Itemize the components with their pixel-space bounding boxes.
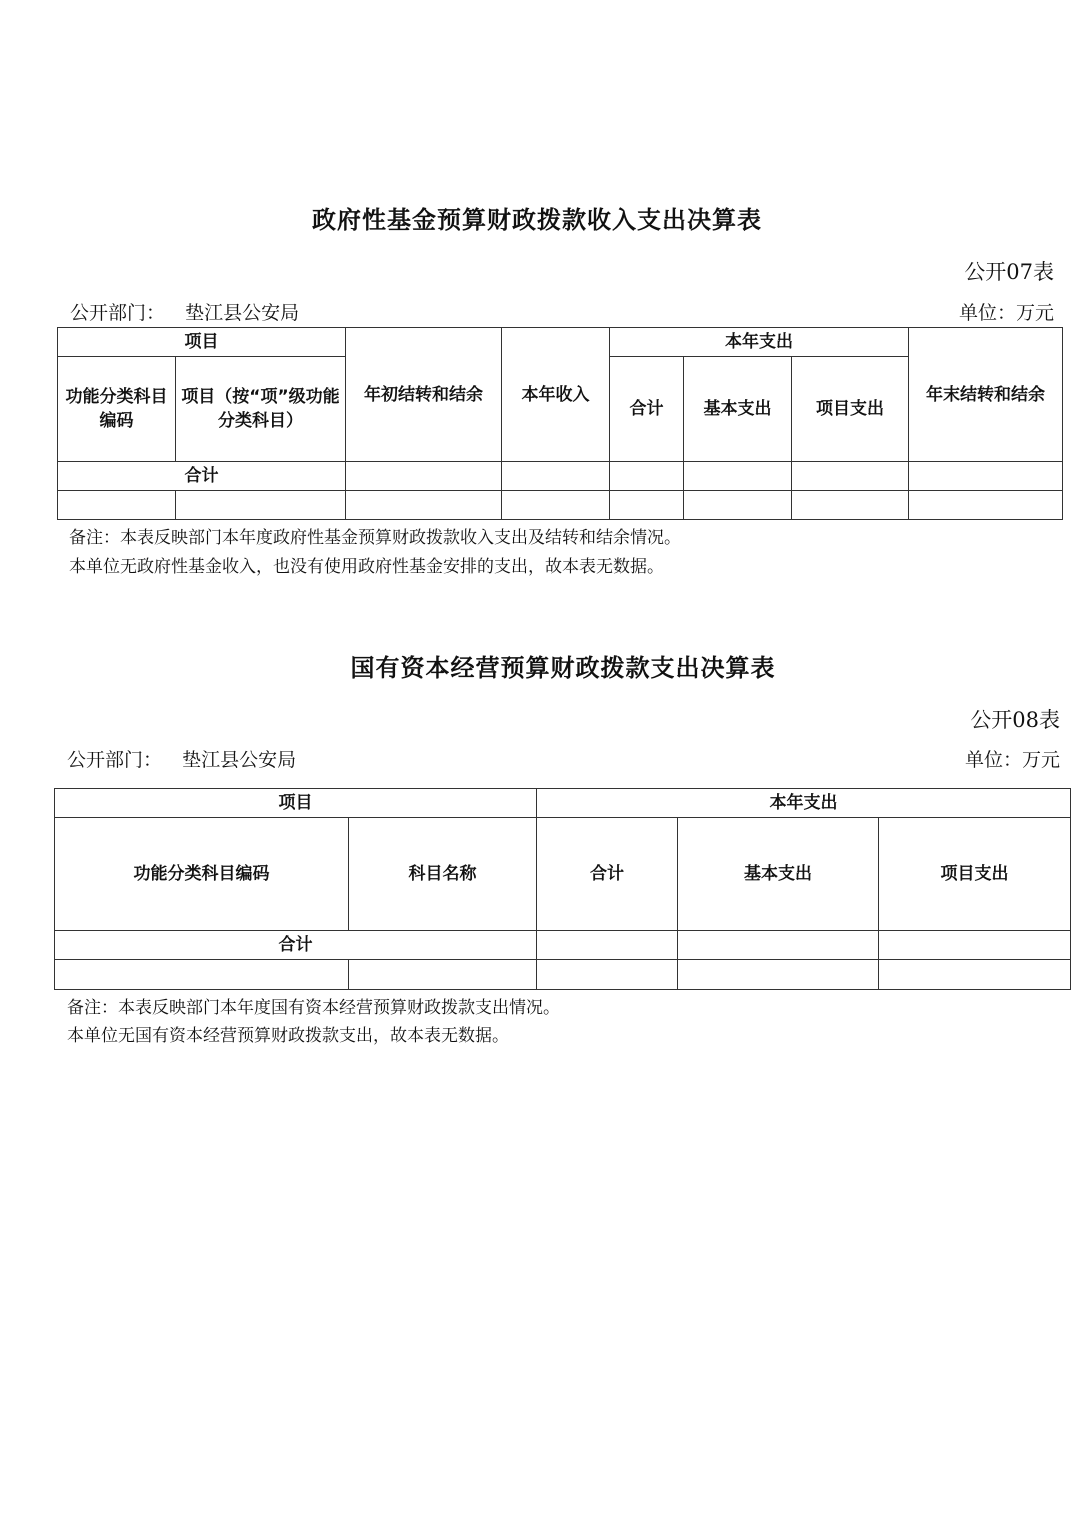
header-item-group: 项目 — [55, 789, 537, 818]
table-cell — [502, 491, 610, 520]
table-cell — [610, 462, 684, 491]
header-subject-name: 科目名称 — [349, 818, 537, 931]
table07-grid — [57, 327, 1063, 520]
table-cell — [678, 931, 879, 960]
table-cell — [792, 491, 909, 520]
table-cell — [879, 931, 1071, 960]
table-row — [55, 960, 1071, 990]
table08-note-2: 本单位无国有资本经营预算财政拨款支出，故本表无数据。 — [67, 1026, 509, 1046]
table-cell — [792, 462, 909, 491]
header-code: 功能分类科目编码 — [58, 357, 176, 462]
header-item-group: 项目 — [58, 328, 346, 357]
dept-name: 垫江县公安局 — [185, 302, 300, 324]
header-project: 项目支出 — [879, 818, 1071, 931]
table08-grid — [54, 788, 1071, 990]
table07-form-number: 公开07表 — [964, 260, 1054, 284]
header-project: 项目支出 — [792, 357, 909, 462]
header-code: 功能分类科目编码 — [55, 818, 349, 931]
table-cell — [684, 462, 792, 491]
table07-note-2: 本单位无政府性基金收入，也没有使用政府性基金安排的支出，故本表无数据。 — [69, 557, 664, 577]
table-cell — [346, 491, 502, 520]
dept-label: 公开部门： — [67, 749, 163, 771]
header-basic: 基本支出 — [678, 818, 879, 931]
table-cell — [684, 491, 792, 520]
table08-title: 国有资本经营预算财政拨款支出决算表 — [350, 654, 776, 682]
table-cell — [537, 931, 678, 960]
header-begin-balance: 年初结转和结余 — [346, 328, 502, 462]
table08-unit: 单位：万元 — [964, 749, 1060, 771]
header-expense-group: 本年支出 — [537, 789, 1071, 818]
table07-title: 政府性基金预算财政拨款收入支出决算表 — [312, 206, 762, 234]
table-cell — [349, 960, 537, 990]
table-cell — [346, 462, 502, 491]
table-cell — [176, 491, 346, 520]
table-row — [58, 491, 1063, 520]
total-row-label: 合计 — [58, 462, 346, 491]
header-total: 合计 — [610, 357, 684, 462]
table-cell — [537, 960, 678, 990]
header-item-name: 项目（按“项”级功能分类科目） — [176, 357, 346, 462]
table-cell — [610, 491, 684, 520]
dept-name: 垫江县公安局 — [182, 749, 297, 771]
header-total: 合计 — [537, 818, 678, 931]
total-row-label: 合计 — [55, 931, 537, 960]
header-income: 本年收入 — [502, 328, 610, 462]
table-cell — [58, 491, 176, 520]
header-end-balance: 年末结转和结余 — [909, 328, 1063, 462]
header-expense-group: 本年支出 — [610, 328, 909, 357]
table07-note-1: 备注：本表反映部门本年度政府性基金预算财政拨款收入支出及结转和结余情况。 — [69, 528, 681, 548]
table-cell — [678, 960, 879, 990]
table08-dept-info — [67, 745, 296, 772]
table08-form-number: 公开08表 — [970, 708, 1060, 732]
table07-unit: 单位：万元 — [958, 302, 1054, 324]
table-cell — [909, 462, 1063, 491]
table-cell — [502, 462, 610, 491]
table-cell — [879, 960, 1071, 990]
table-cell — [909, 491, 1063, 520]
header-basic: 基本支出 — [684, 357, 792, 462]
dept-label: 公开部门： — [70, 302, 166, 324]
table-cell — [55, 960, 349, 990]
table07-dept-info — [70, 298, 299, 325]
table08-note-1: 备注：本表反映部门本年度国有资本经营预算财政拨款支出情况。 — [67, 998, 560, 1018]
